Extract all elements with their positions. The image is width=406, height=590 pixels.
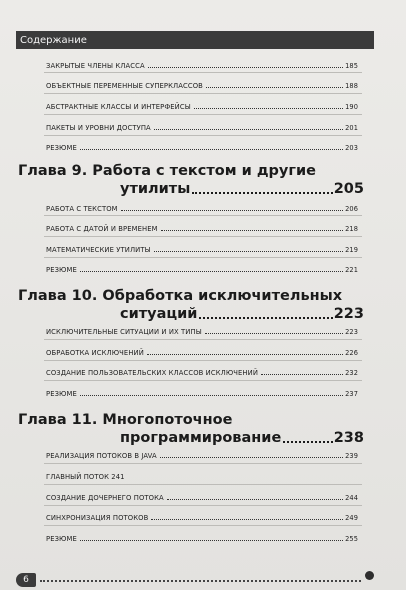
leader-dots [80,148,343,150]
toc-entry[interactable] [46,508,358,522]
entry-divider [44,360,362,361]
toc-entry[interactable] [46,56,358,70]
toc-entry-page: 206 [345,205,358,213]
chapter-page: 223 [333,306,364,322]
footer-dot-icon [365,571,374,580]
chapter-heading-10[interactable] [18,287,364,323]
toc-entry-page: 249 [345,514,358,522]
leader-dots [161,229,344,231]
toc-entry[interactable] [46,199,358,213]
chapter-page: 238 [333,430,364,446]
toc-entry[interactable] [46,118,358,132]
section-title: Содержание [20,34,87,46]
toc-entry[interactable] [46,138,358,152]
toc-entry-label: РЕЗЮМЕ [46,144,77,152]
footer-dotted-line [40,579,361,582]
toc-entry-page: 221 [345,266,358,274]
leader-dots [148,66,343,68]
entry-divider [44,72,362,73]
entry-divider [44,380,362,381]
chapter-title-line1: Глава 11. Многопоточное [18,412,233,428]
toc-entry-page: 232 [345,369,358,377]
toc-entry-label: РАБОТА С ДАТОЙ И ВРЕМЕНЕМ [46,225,158,233]
toc-entry-label: РЕАЛИЗАЦИЯ ПОТОКОВ В JAVA [46,452,157,460]
toc-entry-page: 185 [345,62,358,70]
chapter-title-line2 [18,180,364,198]
toc-entry[interactable] [46,363,358,377]
leader-dots [261,373,343,375]
entry-divider [44,93,362,94]
leader-dots [151,518,343,520]
toc-entry-label: ОБЪЕКТНЫЕ ПЕРЕМЕННЫЕ СУПЕРКЛАССОВ [46,82,203,90]
toc-entry[interactable] [46,446,358,460]
toc-entry-page: 190 [345,103,358,111]
chapter-page: 205 [333,181,364,197]
entry-divider [44,215,362,216]
leader-dots [199,316,332,319]
toc-entry[interactable] [46,76,358,90]
toc-entry-label: РЕЗЮМЕ [46,535,77,543]
toc-entry-label: ПАКЕТЫ И УРОВНИ ДОСТУПА [46,124,151,132]
toc-entry-label: АБСТРАКТНЫЕ КЛАССЫ И ИНТЕРФЕЙСЫ [46,103,191,111]
toc-entry-label: ОБРАБОТКА ИСКЛЮЧЕНИЙ [46,349,144,357]
entry-divider [44,135,362,136]
toc-entry-page: 223 [345,328,358,336]
leader-dots [147,353,343,355]
toc-entry-page: 218 [345,225,358,233]
leader-dots [80,394,343,396]
leader-dots [194,107,343,109]
toc-entry-page: 203 [345,144,358,152]
page-footer [16,572,374,588]
toc-entry-label: СОЗДАНИЕ ПОЛЬЗОВАТЕЛЬСКИХ КЛАССОВ ИСКЛЮЧЕНИЙ [46,369,258,377]
chapter-title-line2 [18,305,364,323]
toc-entry-label: РЕЗЮМЕ [46,390,77,398]
leader-dots [206,86,343,88]
toc-entry-label: ИСКЛЮЧИТЕЛЬНЫЕ СИТУАЦИИ И ИХ ТИПЫ [46,328,202,336]
toc-entry[interactable] [46,322,358,336]
toc-entry[interactable] [46,97,358,111]
toc-entry[interactable] [46,467,358,481]
leader-dots [205,332,343,334]
chapter-title-line1: Глава 9. Работа с текстом и другие [18,163,316,179]
entry-divider [44,339,362,340]
entry-divider [44,505,362,506]
chapter-heading-9[interactable] [18,162,364,198]
leader-dots [121,209,343,211]
chapter-title-line2 [18,429,364,447]
toc-entry-label: ГЛАВНЫЙ ПОТОК 241 [46,473,125,481]
entry-divider [44,257,362,258]
section-header [16,31,374,49]
page-number-badge [16,573,36,587]
toc-entry-page: 239 [345,452,358,460]
leader-dots [167,498,343,500]
toc-entry-page: 244 [345,494,358,502]
toc-entry-label: РЕЗЮМЕ [46,266,77,274]
toc-entry-label: МАТЕМАТИЧЕСКИЕ УТИЛИТЫ [46,246,151,254]
leader-dots [80,539,343,541]
entry-divider [44,484,362,485]
toc-entry-label: СИНХРОНИЗАЦИЯ ПОТОКОВ [46,514,149,522]
chapter-title-text: утилиты [120,181,191,197]
leader-dots [192,191,332,194]
toc-entry-page: 188 [345,82,358,90]
toc-entry-page: 201 [345,124,358,132]
chapter-title-text: ситуаций [120,306,198,322]
leader-dots [154,250,343,252]
leader-dots [160,456,343,458]
chapter-title-text: программирование [120,430,282,446]
toc-entry-label: РАБОТА С ТЕКСТОМ [46,205,118,213]
toc-entry-page: 226 [345,349,358,357]
toc-entry-page: 255 [345,535,358,543]
toc-entry-label: СОЗДАНИЕ ДОЧЕРНЕГО ПОТОКА [46,494,164,502]
toc-entry[interactable] [46,219,358,233]
leader-dots [154,128,343,130]
entry-divider [44,525,362,526]
chapter-heading-11[interactable] [18,411,364,447]
leader-dots [80,270,343,272]
entry-divider [44,463,362,464]
leader-dots [283,440,332,443]
toc-entry-page: 237 [345,390,358,398]
toc-entry-page: 219 [345,246,358,254]
entry-divider [44,236,362,237]
toc-entry[interactable] [46,260,358,274]
chapter-title-line1: Глава 10. Обработка исключительных [18,288,343,304]
toc-entry[interactable] [46,343,358,357]
page-number: 6 [23,575,29,585]
toc-entry[interactable] [46,384,358,398]
toc-entry[interactable] [46,488,358,502]
toc-entry[interactable] [46,529,358,543]
toc-entry-label: ЗАКРЫТЫЕ ЧЛЕНЫ КЛАССА [46,62,145,70]
toc-entry[interactable] [46,240,358,254]
entry-divider [44,114,362,115]
